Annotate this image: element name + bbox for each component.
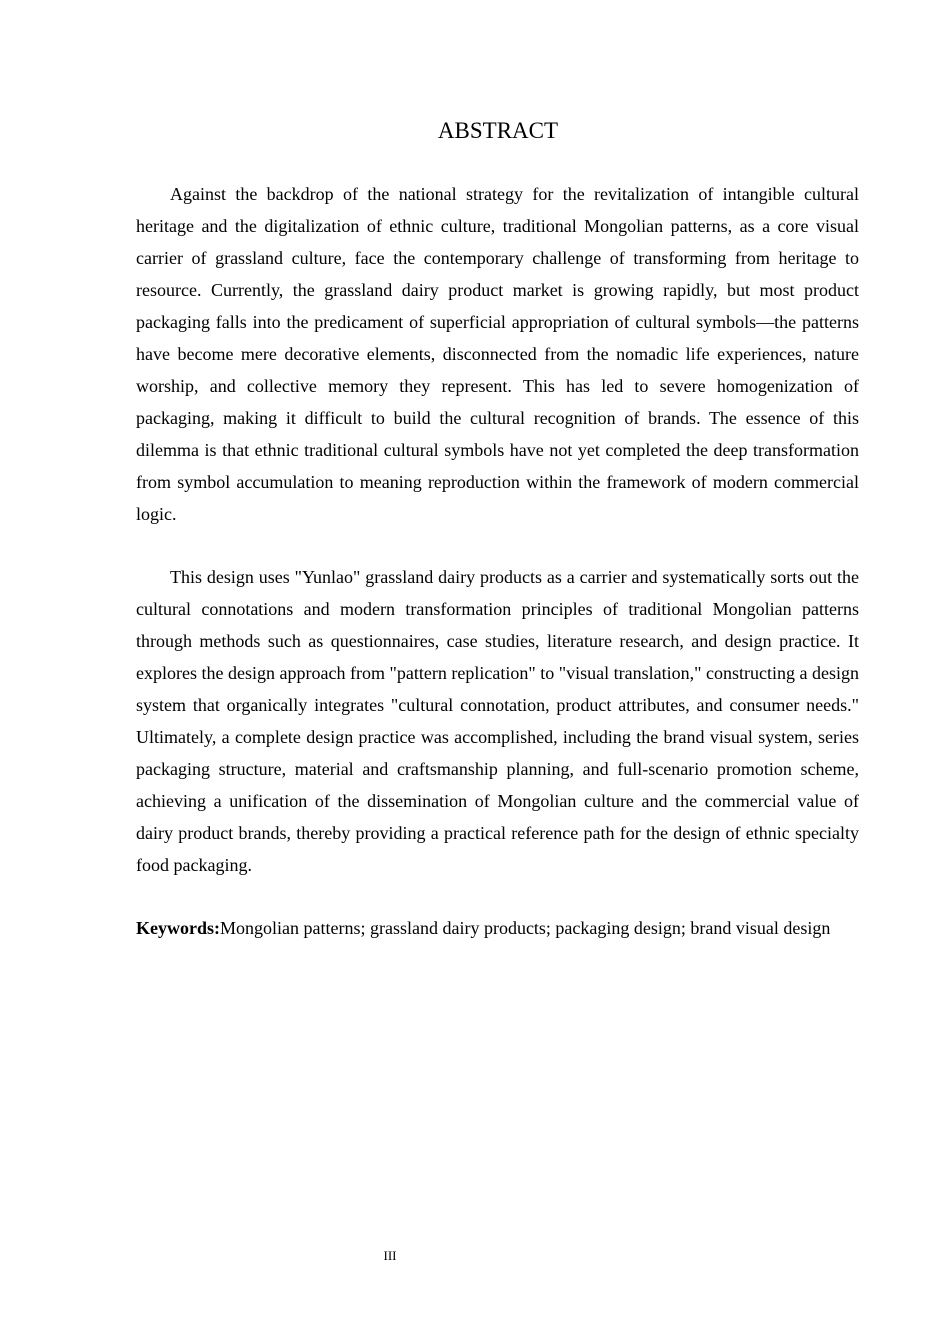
- keywords-label: Keywords:: [136, 918, 220, 938]
- paragraph-text: This design uses "Yunlao" grassland dairy products as a carrier and systematically sorts out the cultural connotations and modern transformation principles of traditional Mongolian patterns through methods such as questionnaires, case studies, literature research, and design practice. It explores the design approach from "pattern replication" to "visual translation," constructing a design system that organically integrates "cultural connotation, product attributes, and consumer needs." Ultimately, a complete design practice was accomplished, including the brand visual system, series packaging structure, material and craftsmanship planning, and full-scenario promotion scheme, achieving a unification of the dissemination of Mongolian culture and the commercial value of dairy product brands, thereby providing a practical reference path for the design of ethnic specialty food packaging.: [136, 567, 859, 875]
- abstract-paragraph-1: [136, 178, 859, 530]
- page-number: III: [383, 1248, 397, 1263]
- keywords-text: Mongolian patterns; grassland dairy products; packaging design; brand visual design: [220, 918, 831, 938]
- abstract-paragraph-2: [136, 561, 859, 881]
- paragraph-text: Against the backdrop of the national strategy for the revitalization of intangible cultural heritage and the digitalization of ethnic culture, traditional Mongolian patterns, as a core visual carrier of grassland culture, face the contemporary challenge of transforming from heritage to resource. Currently, the grassland dairy product market is growing rapidly, but most product packaging falls into the predicament of superficial appropriation of cultural symbols—the patterns have become mere decorative elements, disconnected from the nomadic life experiences, nature worship, and collective memory they represent. This has led to severe homogenization of packaging, making it difficult to build the cultural recognition of brands. The essence of this dilemma is that ethnic traditional cultural symbols have not yet completed the deep transformation from symbol accumulation to meaning reproduction within the framework of modern commercial logic.: [136, 184, 859, 524]
- abstract-title: ABSTRACT: [437, 118, 559, 143]
- keywords-line: [136, 912, 859, 944]
